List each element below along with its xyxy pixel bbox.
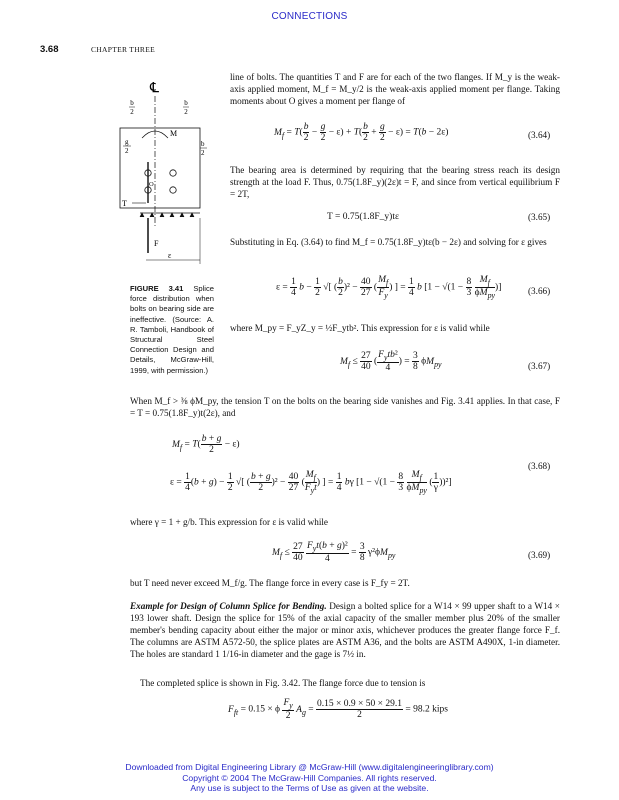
label-b-over-2-right: b <box>184 99 188 107</box>
example-paragraph <box>130 600 560 660</box>
figure-caption <box>130 284 214 376</box>
paragraph-6: where γ = 1 + g/b. This expression for ε is valid while <box>130 517 329 527</box>
svg-text:2: 2 <box>184 108 188 116</box>
equation-number-3-69: (3.69) <box>528 550 551 560</box>
footer <box>0 762 619 794</box>
equation-3-69: $M_f$ ≤ $\frac{27}{40}$ $\frac{F_yt(b + g)^2}{4}$ = $\frac{3}{8}$ $\gamma^2\phi M_{py}$ <box>272 541 396 564</box>
paragraph-2: The bearing area is determined by requiring that the bearing stress reach its design strength at the load F. Thus, 0.75(1.8F_y)(2ε)t = F, and since from vertical equilibrium F = 2T, <box>230 165 560 199</box>
equation-3-64: $M_f = T$( $\frac{b}{2}$ − $\frac{g}{2}$ − ε) + T( $\frac{b}{2}$ + $\frac{g}{2}$ − ε) = T(b − 2ε) <box>274 122 449 143</box>
example-title: Example for Design of Column Splice for Bending. <box>130 601 327 611</box>
equation-number-3-66: (3.66) <box>528 286 551 296</box>
label-b-over-2-left: b <box>130 99 134 107</box>
label-force: F <box>154 239 159 248</box>
label-moment: M <box>170 129 178 138</box>
example-text: Design a bolted splice for a W14 × 99 upper shaft to a W14 × 193 lower shaft. Design the splice for 15% of the axial capacity of the smaller member plus 20% of the smaller member's bending capacity about either the major or minor axis, whichever produces the greater flange force F_f. The columns are ASTM A572-50, the splice plates are ASTM A36, and the bolts are ASTM A490X, 1-in diameter. The holes are standard 1 1/16-in diameter and the gage is 7½ in. <box>130 601 560 659</box>
final-result: = 98.2 kips <box>405 704 448 715</box>
svg-text:2: 2 <box>125 147 129 155</box>
footer-download-link[interactable]: Downloaded from Digital Engineering Library @ McGraw-Hill (www.digitalengineeringlibrary.com) <box>125 762 494 772</box>
equation-3-65: T = 0.75(1.8F_y)tε <box>327 212 399 222</box>
equation-3-68a: $M_f = T$( $\frac{b + g}{2}$ − ε) <box>172 434 240 455</box>
paragraph-3: Substituting in Eq. (3.64) to find M_f = 0.75(1.8F_y)tε(b − 2ε) and solving for ε gives <box>230 237 547 247</box>
equation-flange-force: $F_{ft} = 0.15 \times \phi$ $\frac{F_y}{2}$ $A_g$ = $\frac{0.15 \times 0.9 \times 50 \times 29.1}{2}$ = 98.2 kips <box>228 698 448 721</box>
bolt-hole <box>170 170 176 176</box>
equation-3-68b: ε = $\frac{1}{4}$ (b + g) − $\frac{1}{2}$ √[ ( $\frac{b + g}{2}$ )² − $\frac{40}{27}$ ( $\frac{M_f}{F_yt}$ ) ] = $\frac{1}{4}$ bγ [1 − √(1 − $\frac{8}{3}$ $\frac{M_f}{\phi M_{py}}$ ( $\frac{1}{\gamma}$ ))²] <box>170 470 452 495</box>
paragraph-1: line of bolts. The quantities T and F are for each of the two flanges. If M_y is the weak-axis applied moment, M_f = M_y/2 is the weak-axis applied moment per flange. Taking moments about O gives a moment per flange of <box>230 72 560 106</box>
paragraph-7: but T need never exceed M_f/g. The flange force in every case is F_fy = 2T. <box>130 578 410 588</box>
svg-text:2: 2 <box>201 149 205 157</box>
page-number: 3.68 <box>40 44 59 55</box>
equation-3-67: $M_f$ ≤ $\frac{27}{40}$ ( $\frac{F_ytb^2}{4}$ ) = $\frac{3}{8}$ $\phi M_{py}$ <box>340 350 442 373</box>
paragraph-4: where M_py = F_yZ_y = ½F_ytb². This expression for ε is valid while <box>230 323 490 333</box>
bolt-hole <box>170 187 176 193</box>
equation-number-3-67: (3.67) <box>528 361 551 371</box>
label-origin: O <box>149 181 154 188</box>
label-g-over-2: g <box>125 138 129 146</box>
caption-text: Splice force distribution when bolts on bearing side are ineffective. (Source: A. R. Tamboli, Handbook of Structural Steel Connection Design and Details, McGraw-Hill, 1999, with permission.) <box>130 284 214 375</box>
equation-number-3-64: (3.64) <box>528 130 551 140</box>
section-title: CONNECTIONS <box>271 11 348 22</box>
centerline-symbol: ℄ <box>150 81 159 96</box>
paragraph-5: When M_f > ⅜ ϕM_py, the tension T on the bolts on the bearing side vanishes and Fig. 3.41 applies. In that case, F = T = 0.75(1.8F_y)t(2ε), and <box>130 396 560 418</box>
figure-3-41-diagram <box>110 78 210 278</box>
chapter-title: CHAPTER THREE <box>91 45 155 54</box>
caption-label: FIGURE 3.41 <box>130 284 184 293</box>
equation-number-3-65: (3.65) <box>528 212 551 222</box>
footer-copyright: Copyright © 2004 The McGraw-Hill Companies. All rights reserved. <box>182 772 437 783</box>
equation-3-66: ε = $\frac{1}{4}$ b − $\frac{1}{2}$ √[ ( $\frac{b}{2}$ )² − $\frac{40}{27}$ ( $\frac{M_f}{F_y}$ ) ] = $\frac{1}{4}$ b [1 − √(1 − $\frac{8}{3}$ $\frac{M_f}{\phi M_{py}}$ )] <box>276 275 502 300</box>
footer-terms-link[interactable]: Any use is subject to the Terms of Use as given at the website. <box>190 783 429 793</box>
equation-number-3-68: (3.68) <box>528 461 551 471</box>
label-epsilon: ε <box>168 251 172 260</box>
label-tension: T <box>122 199 127 208</box>
svg-text:b: b <box>201 140 205 148</box>
svg-text:2: 2 <box>130 108 134 116</box>
paragraph-8: The completed splice is shown in Fig. 3.42. The flange force due to tension is <box>140 678 426 688</box>
